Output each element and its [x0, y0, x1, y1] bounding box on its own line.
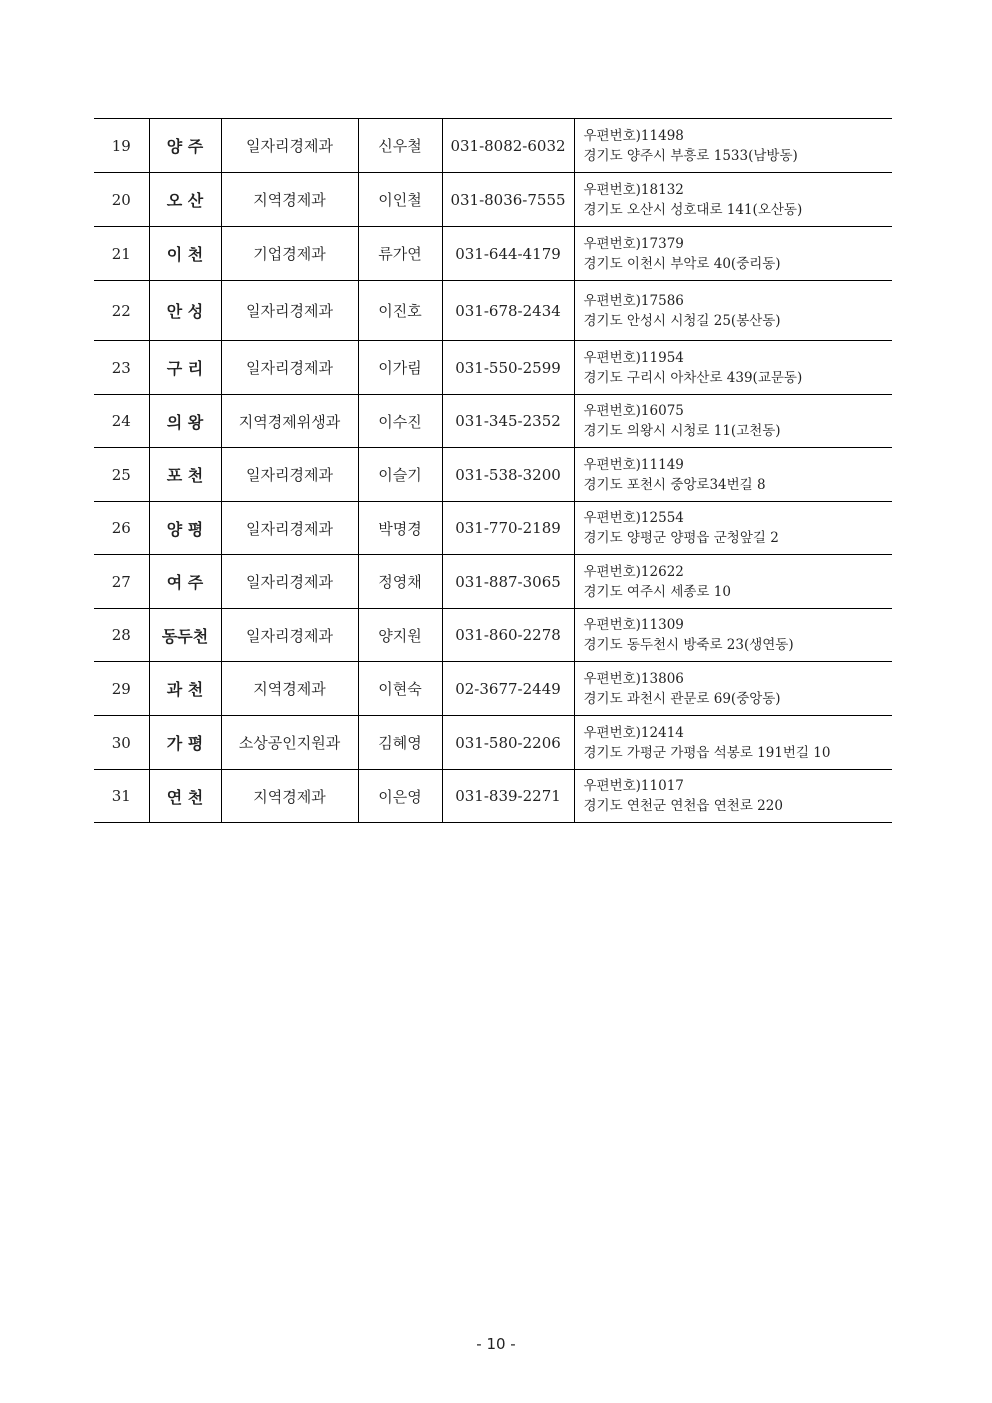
- address-cell: [574, 395, 892, 448]
- street-address: 경기도 양주시 부흥로 1533(남방동): [583, 147, 798, 164]
- table-row: [94, 716, 892, 770]
- address-cell: [574, 119, 892, 173]
- department: 지역경제과: [221, 662, 358, 716]
- table-row: [94, 395, 892, 448]
- address-cell: [574, 716, 892, 770]
- phone-number: 031-887-3065: [442, 555, 574, 609]
- contact-table: [94, 118, 892, 823]
- city-name: 오 산: [149, 173, 221, 227]
- street-address: 경기도 오산시 성호대로 141(오산동): [583, 201, 803, 218]
- postal-code: 우편번호)17586: [583, 292, 684, 309]
- department: 일자리경제과: [221, 609, 358, 662]
- street-address: 경기도 안성시 시청길 25(봉산동): [583, 312, 781, 329]
- phone-number: 031-345-2352: [442, 395, 574, 448]
- street-address: 경기도 양평군 양평읍 군청앞길 2: [583, 530, 779, 546]
- row-number: 24: [94, 395, 149, 448]
- address-cell: [574, 662, 892, 716]
- city-name: 안 성: [149, 281, 221, 341]
- city-name: 이 천: [149, 227, 221, 281]
- street-address: 경기도 구리시 아차산로 439(교문동): [583, 369, 803, 386]
- postal-code: 우편번호)12554: [583, 510, 684, 526]
- phone-number: 031-550-2599: [442, 341, 574, 395]
- department: 일자리경제과: [221, 281, 358, 341]
- address-cell: [574, 173, 892, 227]
- phone-number: 031-770-2189: [442, 502, 574, 555]
- row-number: 21: [94, 227, 149, 281]
- table-row: [94, 662, 892, 716]
- postal-code: 우편번호)13806: [583, 670, 684, 687]
- street-address: 경기도 여주시 세종로 10: [583, 583, 731, 600]
- phone-number: 031-580-2206: [442, 716, 574, 770]
- table-row: [94, 173, 892, 227]
- row-number: 29: [94, 662, 149, 716]
- postal-code: 우편번호)16075: [583, 403, 684, 419]
- street-address: 경기도 가평군 가평읍 석봉로 191번길 10: [583, 744, 831, 761]
- row-number: 26: [94, 502, 149, 555]
- street-address: 경기도 연천군 연천읍 연천로 220: [583, 798, 783, 814]
- table-row: [94, 609, 892, 662]
- street-address: 경기도 의왕시 시청로 11(고천동): [583, 423, 781, 439]
- phone-number: 02-3677-2449: [442, 662, 574, 716]
- contact-person: 이슬기: [358, 448, 442, 502]
- postal-code: 우편번호)11309: [583, 617, 684, 633]
- row-number: 28: [94, 609, 149, 662]
- table-body: [94, 119, 892, 823]
- department: 소상공인지원과: [221, 716, 358, 770]
- address-cell: [574, 227, 892, 281]
- contact-person: 이은영: [358, 770, 442, 823]
- phone-number: 031-678-2434: [442, 281, 574, 341]
- department: 일자리경제과: [221, 119, 358, 173]
- address-cell: [574, 448, 892, 502]
- phone-number: 031-538-3200: [442, 448, 574, 502]
- address-cell: [574, 281, 892, 341]
- table-row: [94, 341, 892, 395]
- table-row: [94, 448, 892, 502]
- row-number: 31: [94, 770, 149, 823]
- department: 지역경제과: [221, 770, 358, 823]
- address-cell: [574, 555, 892, 609]
- address-cell: [574, 770, 892, 823]
- contact-person: 박명경: [358, 502, 442, 555]
- city-name: 포 천: [149, 448, 221, 502]
- postal-code: 우편번호)11954: [583, 349, 684, 366]
- postal-code: 우편번호)12622: [583, 563, 684, 580]
- city-name: 양 평: [149, 502, 221, 555]
- department: 일자리경제과: [221, 448, 358, 502]
- city-name: 가 평: [149, 716, 221, 770]
- phone-number: 031-839-2271: [442, 770, 574, 823]
- city-name: 의 왕: [149, 395, 221, 448]
- city-name: 여 주: [149, 555, 221, 609]
- postal-code: 우편번호)11149: [583, 456, 684, 473]
- table-row: [94, 770, 892, 823]
- street-address: 경기도 과천시 관문로 69(중앙동): [583, 690, 781, 707]
- department: 일자리경제과: [221, 502, 358, 555]
- address-cell: [574, 609, 892, 662]
- table-row: [94, 227, 892, 281]
- postal-code: 우편번호)11498: [583, 127, 684, 144]
- contact-person: 신우철: [358, 119, 442, 173]
- contact-person: 이현숙: [358, 662, 442, 716]
- phone-number: 031-8082-6032: [442, 119, 574, 173]
- postal-code: 우편번호)11017: [583, 778, 684, 794]
- address-cell: [574, 502, 892, 555]
- contact-person: 양지원: [358, 609, 442, 662]
- contact-person: 이인철: [358, 173, 442, 227]
- table-row: [94, 119, 892, 173]
- city-name: 동두천: [149, 609, 221, 662]
- contact-person: 정영채: [358, 555, 442, 609]
- postal-code: 우편번호)12414: [583, 724, 684, 741]
- row-number: 30: [94, 716, 149, 770]
- contact-person: 이진호: [358, 281, 442, 341]
- department: 지역경제과: [221, 173, 358, 227]
- row-number: 22: [94, 281, 149, 341]
- street-address: 경기도 동두천시 방죽로 23(생연동): [583, 637, 794, 653]
- page-number: - 10 -: [476, 1335, 516, 1353]
- city-name: 구 리: [149, 341, 221, 395]
- department: 일자리경제과: [221, 555, 358, 609]
- phone-number: 031-644-4179: [442, 227, 574, 281]
- row-number: 27: [94, 555, 149, 609]
- postal-code: 우편번호)18132: [583, 181, 684, 198]
- department: 기업경제과: [221, 227, 358, 281]
- address-cell: [574, 341, 892, 395]
- city-name: 연 천: [149, 770, 221, 823]
- city-name: 양 주: [149, 119, 221, 173]
- row-number: 19: [94, 119, 149, 173]
- phone-number: 031-8036-7555: [442, 173, 574, 227]
- department: 지역경제위생과: [221, 395, 358, 448]
- row-number: 20: [94, 173, 149, 227]
- city-name: 과 천: [149, 662, 221, 716]
- row-number: 23: [94, 341, 149, 395]
- table-row: [94, 502, 892, 555]
- phone-number: 031-860-2278: [442, 609, 574, 662]
- contact-person: 김혜영: [358, 716, 442, 770]
- contact-person: 류가연: [358, 227, 442, 281]
- department: 일자리경제과: [221, 341, 358, 395]
- row-number: 25: [94, 448, 149, 502]
- contact-person: 이가림: [358, 341, 442, 395]
- postal-code: 우편번호)17379: [583, 235, 684, 252]
- contact-person: 이수진: [358, 395, 442, 448]
- street-address: 경기도 포천시 중앙로34번길 8: [583, 476, 766, 493]
- street-address: 경기도 이천시 부악로 40(중리동): [583, 255, 781, 272]
- table-row: [94, 281, 892, 341]
- table-row: [94, 555, 892, 609]
